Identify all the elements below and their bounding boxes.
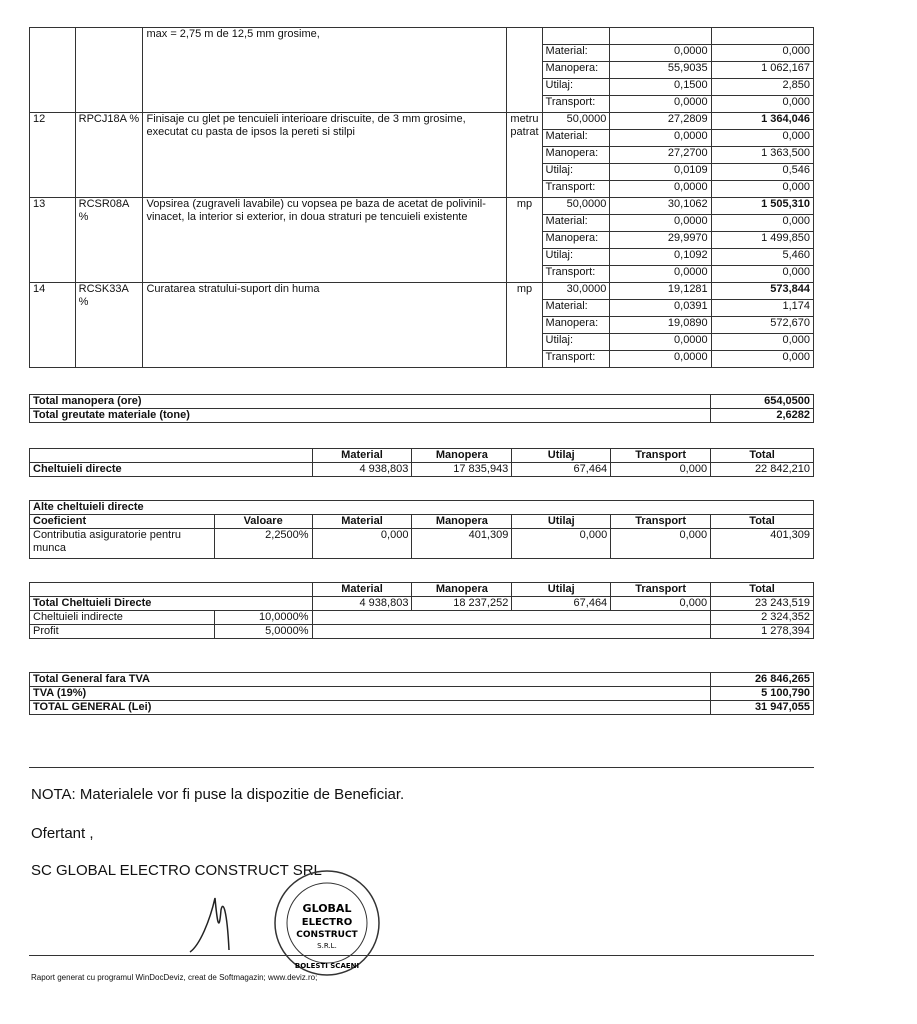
item-desc: Vopsirea (zugraveli lavabile) cu vopsea pe baza de acetat de polivinil-vinacet, la interior si exterior, in doua straturi pe tencuieli existente (143, 198, 507, 283)
tcd-manopera: 18 237,252 (412, 597, 512, 611)
cam-utilaj: 0,000 (512, 529, 611, 559)
item-desc: Curatarea stratului-suport din huma (143, 283, 507, 368)
fara-tva-label: Total General fara TVA (30, 673, 711, 687)
breakdown-label: Utilaj: (542, 334, 610, 351)
indirect-blank (312, 611, 711, 625)
item-total: 1 505,310 (711, 198, 813, 215)
cam-total: 401,309 (711, 529, 814, 559)
other-direct-costs-table (29, 500, 814, 559)
breakdown-price: 19,0890 (610, 317, 711, 334)
item-total: 573,844 (711, 283, 813, 300)
breakdown-value: 1,174 (711, 300, 813, 317)
col-total: Total (711, 449, 814, 463)
item-desc: Finisaje cu glet pe tencuieli interioare driscuite, de 3 mm grosime, executat cu pasta de ipsos la pereti si stilpi (143, 113, 507, 198)
item-row (30, 198, 814, 215)
col-utilaj: Utilaj (512, 449, 611, 463)
item-nr: 12 (30, 113, 76, 198)
item-unit-price: 27,2809 (610, 113, 711, 130)
item-um: metru patrat (507, 113, 542, 198)
total-greutate-value: 2,6282 (711, 409, 814, 423)
indirect-pct: 10,0000% (214, 611, 312, 625)
total-greutate-label: Total greutate materiale (tone) (30, 409, 711, 423)
breakdown-value: 0,000 (711, 334, 813, 351)
col-manopera: Manopera (412, 583, 512, 597)
items-table (29, 27, 814, 368)
breakdown-price: 0,0000 (610, 130, 711, 147)
breakdown-label: Utilaj: (542, 79, 610, 96)
item-code (75, 28, 143, 113)
indirect-label: Cheltuieli indirecte (30, 611, 215, 625)
breakdown-price: 0,0000 (610, 96, 711, 113)
breakdown-value: 2,850 (711, 79, 813, 96)
fara-tva-value: 26 846,265 (711, 673, 814, 687)
company-name: SC GLOBAL ELECTRO CONSTRUCT SRL (31, 862, 322, 879)
tcd-material: 4 938,803 (312, 597, 412, 611)
breakdown-value: 0,000 (711, 96, 813, 113)
breakdown-label: Manopera: (542, 62, 610, 79)
tcd-total: 23 243,519 (711, 597, 814, 611)
breakdown-label: Material: (542, 300, 610, 317)
breakdown-price: 0,0109 (610, 164, 711, 181)
blank-header (30, 583, 313, 597)
breakdown-price: 0,0000 (610, 266, 711, 283)
col-total: Total (711, 515, 814, 529)
item-total (711, 28, 813, 45)
breakdown-label: Transport: (542, 266, 610, 283)
direct-transport: 0,000 (611, 463, 711, 477)
item-code: RCSK33A % (75, 283, 143, 368)
cam-valoare: 2,2500% (214, 529, 312, 559)
breakdown-label: Manopera: (542, 147, 610, 164)
item-qty: 50,0000 (542, 113, 610, 130)
total-manopera-value: 654,0500 (711, 395, 814, 409)
item-qty: 50,0000 (542, 198, 610, 215)
item-um: mp (507, 283, 542, 368)
breakdown-price: 0,0000 (610, 45, 711, 62)
breakdown-label: Material: (542, 215, 610, 232)
total-manopera-label: Total manopera (ore) (30, 395, 711, 409)
item-code: RPCJ18A % (75, 113, 143, 198)
breakdown-value: 0,000 (711, 45, 813, 62)
general-totals-table (29, 672, 814, 715)
divider (29, 767, 814, 768)
col-coeficient: Coeficient (30, 515, 215, 529)
cam-label: Contributia asiguratorie pentru munca (30, 529, 215, 559)
breakdown-value: 0,000 (711, 181, 813, 198)
direct-total: 22 842,210 (711, 463, 814, 477)
breakdown-label: Transport: (542, 96, 610, 113)
col-transport: Transport (611, 583, 711, 597)
breakdown-label: Material: (542, 45, 610, 62)
item-nr (30, 28, 76, 113)
company-stamp (272, 868, 382, 978)
indirect-total: 2 324,352 (711, 611, 814, 625)
breakdown-value: 1 363,500 (711, 147, 813, 164)
cam-material: 0,000 (312, 529, 412, 559)
direct-utilaj: 67,464 (512, 463, 611, 477)
profit-blank (312, 625, 711, 639)
col-transport: Transport (611, 515, 711, 529)
item-um: mp (507, 198, 542, 283)
cam-manopera: 401,309 (412, 529, 512, 559)
total-general-value: 31 947,055 (711, 701, 814, 715)
breakdown-label: Utilaj: (542, 164, 610, 181)
item-qty (542, 28, 610, 45)
item-unit-price: 30,1062 (610, 198, 711, 215)
direct-manopera: 17 835,943 (412, 463, 512, 477)
breakdown-label: Transport: (542, 351, 610, 368)
breakdown-value: 1 499,850 (711, 232, 813, 249)
footer-divider (29, 955, 814, 956)
col-valoare: Valoare (214, 515, 312, 529)
item-row (30, 28, 814, 45)
profit-total: 1 278,394 (711, 625, 814, 639)
breakdown-value: 0,000 (711, 130, 813, 147)
item-desc: max = 2,75 m de 12,5 mm grosime, (143, 28, 507, 113)
col-utilaj: Utilaj (512, 515, 611, 529)
breakdown-value: 5,460 (711, 249, 813, 266)
direct-label: Cheltuieli directe (30, 463, 313, 477)
breakdown-value: 1 062,167 (711, 62, 813, 79)
totals-hours-table (29, 394, 814, 423)
total-direct-costs-table (29, 582, 814, 639)
breakdown-price: 0,0000 (610, 334, 711, 351)
tcd-label: Total Cheltuieli Directe (30, 597, 313, 611)
item-unit-price (610, 28, 711, 45)
item-nr: 14 (30, 283, 76, 368)
col-material: Material (312, 515, 412, 529)
col-material: Material (312, 449, 412, 463)
breakdown-value: 0,546 (711, 164, 813, 181)
signature-image (185, 890, 245, 960)
direct-costs-table (29, 448, 814, 477)
breakdown-label: Manopera: (542, 232, 610, 249)
tva-value: 5 100,790 (711, 687, 814, 701)
breakdown-price: 0,0391 (610, 300, 711, 317)
total-general-label: TOTAL GENERAL (Lei) (30, 701, 711, 715)
breakdown-price: 0,0000 (610, 351, 711, 368)
tcd-transport: 0,000 (611, 597, 711, 611)
item-unit-price: 19,1281 (610, 283, 711, 300)
col-material: Material (312, 583, 412, 597)
col-total: Total (711, 583, 814, 597)
breakdown-value: 572,670 (711, 317, 813, 334)
breakdown-value: 0,000 (711, 215, 813, 232)
col-transport: Transport (611, 449, 711, 463)
cam-transport: 0,000 (611, 529, 711, 559)
breakdown-price: 0,1500 (610, 79, 711, 96)
other-title: Alte cheltuieli directe (30, 501, 814, 515)
breakdown-price: 29,9970 (610, 232, 711, 249)
col-utilaj: Utilaj (512, 583, 611, 597)
ofertant-label: Ofertant , (31, 825, 94, 842)
breakdown-label: Transport: (542, 181, 610, 198)
breakdown-price: 0,0000 (610, 181, 711, 198)
breakdown-value: 0,000 (711, 266, 813, 283)
stamp-line-5: BOLESTI SCAENI (294, 962, 360, 970)
stamp-line-2: ELECTRO (301, 917, 353, 928)
item-qty: 30,0000 (542, 283, 610, 300)
breakdown-price: 27,2700 (610, 147, 711, 164)
col-manopera: Manopera (412, 515, 512, 529)
item-nr: 13 (30, 198, 76, 283)
stamp-line-1: GLOBAL (302, 902, 352, 915)
item-total: 1 364,046 (711, 113, 813, 130)
item-row (30, 283, 814, 300)
stamp-line-3: CONSTRUCT (296, 930, 358, 940)
breakdown-value: 0,000 (711, 351, 813, 368)
breakdown-label: Manopera: (542, 317, 610, 334)
blank-header (30, 449, 313, 463)
tva-label: TVA (19%) (30, 687, 711, 701)
profit-pct: 5,0000% (214, 625, 312, 639)
breakdown-price: 55,9035 (610, 62, 711, 79)
nota-text: NOTA: Materialele vor fi puse la dispozitie de Beneficiar. (31, 786, 405, 803)
profit-label: Profit (30, 625, 215, 639)
stamp-line-4: S.R.L. (317, 942, 337, 950)
item-row (30, 113, 814, 130)
item-code: RCSR08A % (75, 198, 143, 283)
footer-text: Raport generat cu programul WinDocDeviz, creat de Softmagazin; www.deviz.ro; (31, 973, 318, 982)
breakdown-label: Utilaj: (542, 249, 610, 266)
breakdown-price: 0,1092 (610, 249, 711, 266)
direct-material: 4 938,803 (312, 463, 412, 477)
breakdown-price: 0,0000 (610, 215, 711, 232)
item-um (507, 28, 542, 113)
col-manopera: Manopera (412, 449, 512, 463)
breakdown-label: Material: (542, 130, 610, 147)
tcd-utilaj: 67,464 (512, 597, 611, 611)
